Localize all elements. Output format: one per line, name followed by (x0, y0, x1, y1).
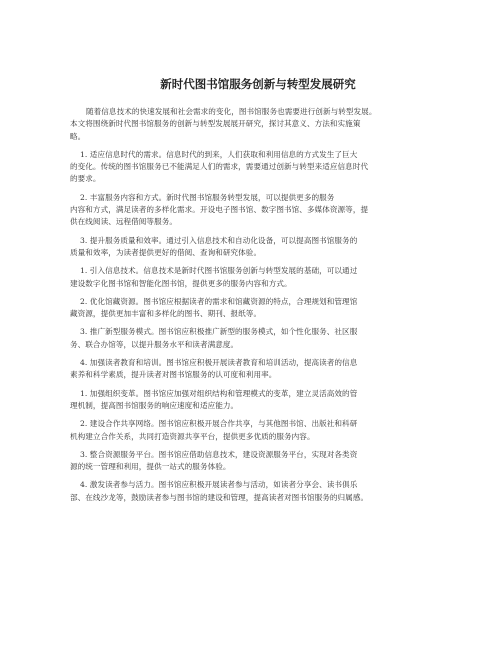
paragraph-line: 务、联合办馆等，以提升服务水平和读者满意度。 (70, 339, 239, 349)
paragraph-line: 理机制，提高图书馆服务的响应速度和适应能力。 (70, 400, 239, 410)
paragraph-line: 2. 优化馆藏资源。图书馆应根据读者的需求和馆藏资源的特点，合理规划和管理馆 (80, 296, 358, 306)
intro-paragraph (70, 106, 440, 143)
paragraph-line: 建设数字化图书馆和智能化图书馆，提供更多的服务内容和方式。 (70, 278, 292, 288)
paragraph-line: 略。 (70, 131, 86, 141)
paragraph-line: 机构建立合作关系，共同打造资源共享平台，提供更多优质的服务内容。 (70, 431, 315, 441)
list-paragraph (70, 418, 440, 443)
paragraph-line: 质量和效率，为读者提供更好的借阅、查询和研究体验。 (70, 247, 262, 257)
paragraph-line: 随着信息技术的快速发展和社会需求的变化，图书馆服务也需要进行创新与转型发展。 (86, 107, 377, 116)
paragraph-line: 藏资源，提供更加丰富和多样化的图书、期刊、报纸等。 (70, 309, 262, 319)
paragraph-line: 1. 适应信息时代的需求。信息时代的到来，人们获取和利用信息的方式发生了巨大 (80, 149, 358, 159)
paragraph-line: 2. 建设合作共享网络。图书馆应积极开展合作共享，与其他图书馆、出版社和科研 (80, 419, 358, 429)
list-paragraph (70, 449, 440, 474)
paragraph-line: 供在线阅读、远程借阅等服务。 (70, 217, 178, 227)
paragraph-line: 4. 激发读者参与活力。图书馆应积极开展读者参与活动，如读者分享会、读书俱乐 (80, 480, 358, 490)
paragraph-line: 3. 推广新型服务模式。图书馆应积极推广新型的服务模式，如个性化服务、社区服 (80, 327, 358, 337)
list-paragraph (70, 235, 440, 260)
paragraph-line: 源的统一管理和利用，提供一站式的服务体验。 (70, 462, 231, 472)
paragraph-line: 4. 加强读者教育和培训。图书馆应积极开展读者教育和培训活动，提高读者的信息 (80, 358, 358, 368)
paragraph-line: 3. 提升服务质量和效率。通过引入信息技术和自动化设备，可以提高图书馆服务的 (80, 235, 358, 245)
document-body (70, 106, 440, 504)
paragraph-line: 的要求。 (70, 174, 101, 184)
list-paragraph (70, 149, 440, 186)
paragraph-line: 内容和方式，满足读者的多样化需求。开设电子图书馆、数字图书馆、多媒体资源等，提 (70, 205, 369, 215)
list-paragraph (70, 388, 440, 413)
paragraph-line: 的变化。传统的图书馆服务已不能满足人们的需求，需要通过创新与转型来适应信息时代 (70, 162, 369, 172)
paragraph-line: 部、在线沙龙等，鼓励读者参与图书馆的建设和管理，提高读者对图书馆服务的归属感。 (70, 492, 369, 502)
paragraph-line: 3. 整合资源服务平台。图书馆应借助信息技术，建设资源服务平台，实现对各类资 (80, 449, 358, 459)
list-paragraph (70, 357, 440, 382)
list-paragraph (70, 296, 440, 321)
paragraph-line: 1. 引入信息技术。信息技术是新时代图书馆服务创新与转型发展的基础，可以通过 (80, 266, 358, 276)
document-title: 新时代图书馆服务创新与转型发展研究 (160, 77, 356, 91)
list-paragraph (70, 265, 440, 290)
paragraph-line: 2. 丰富服务内容和方式。新时代图书馆服务转型发展，可以提供更多的服务 (80, 192, 335, 202)
list-paragraph (70, 192, 440, 229)
list-paragraph (70, 479, 440, 504)
paragraph-line: 1. 加强组织变革。图书馆应加强对组织结构和管理模式的变革，建立灵活高效的管 (80, 388, 358, 398)
list-paragraph (70, 326, 440, 351)
paragraph-line: 素养和科学素质，提升读者对图书馆服务的认可度和利用率。 (70, 370, 277, 380)
paragraph-line: 本文将围绕新时代图书馆服务的创新与转型发展展开研究，探讨其意义、方法和实施策 (70, 119, 361, 129)
